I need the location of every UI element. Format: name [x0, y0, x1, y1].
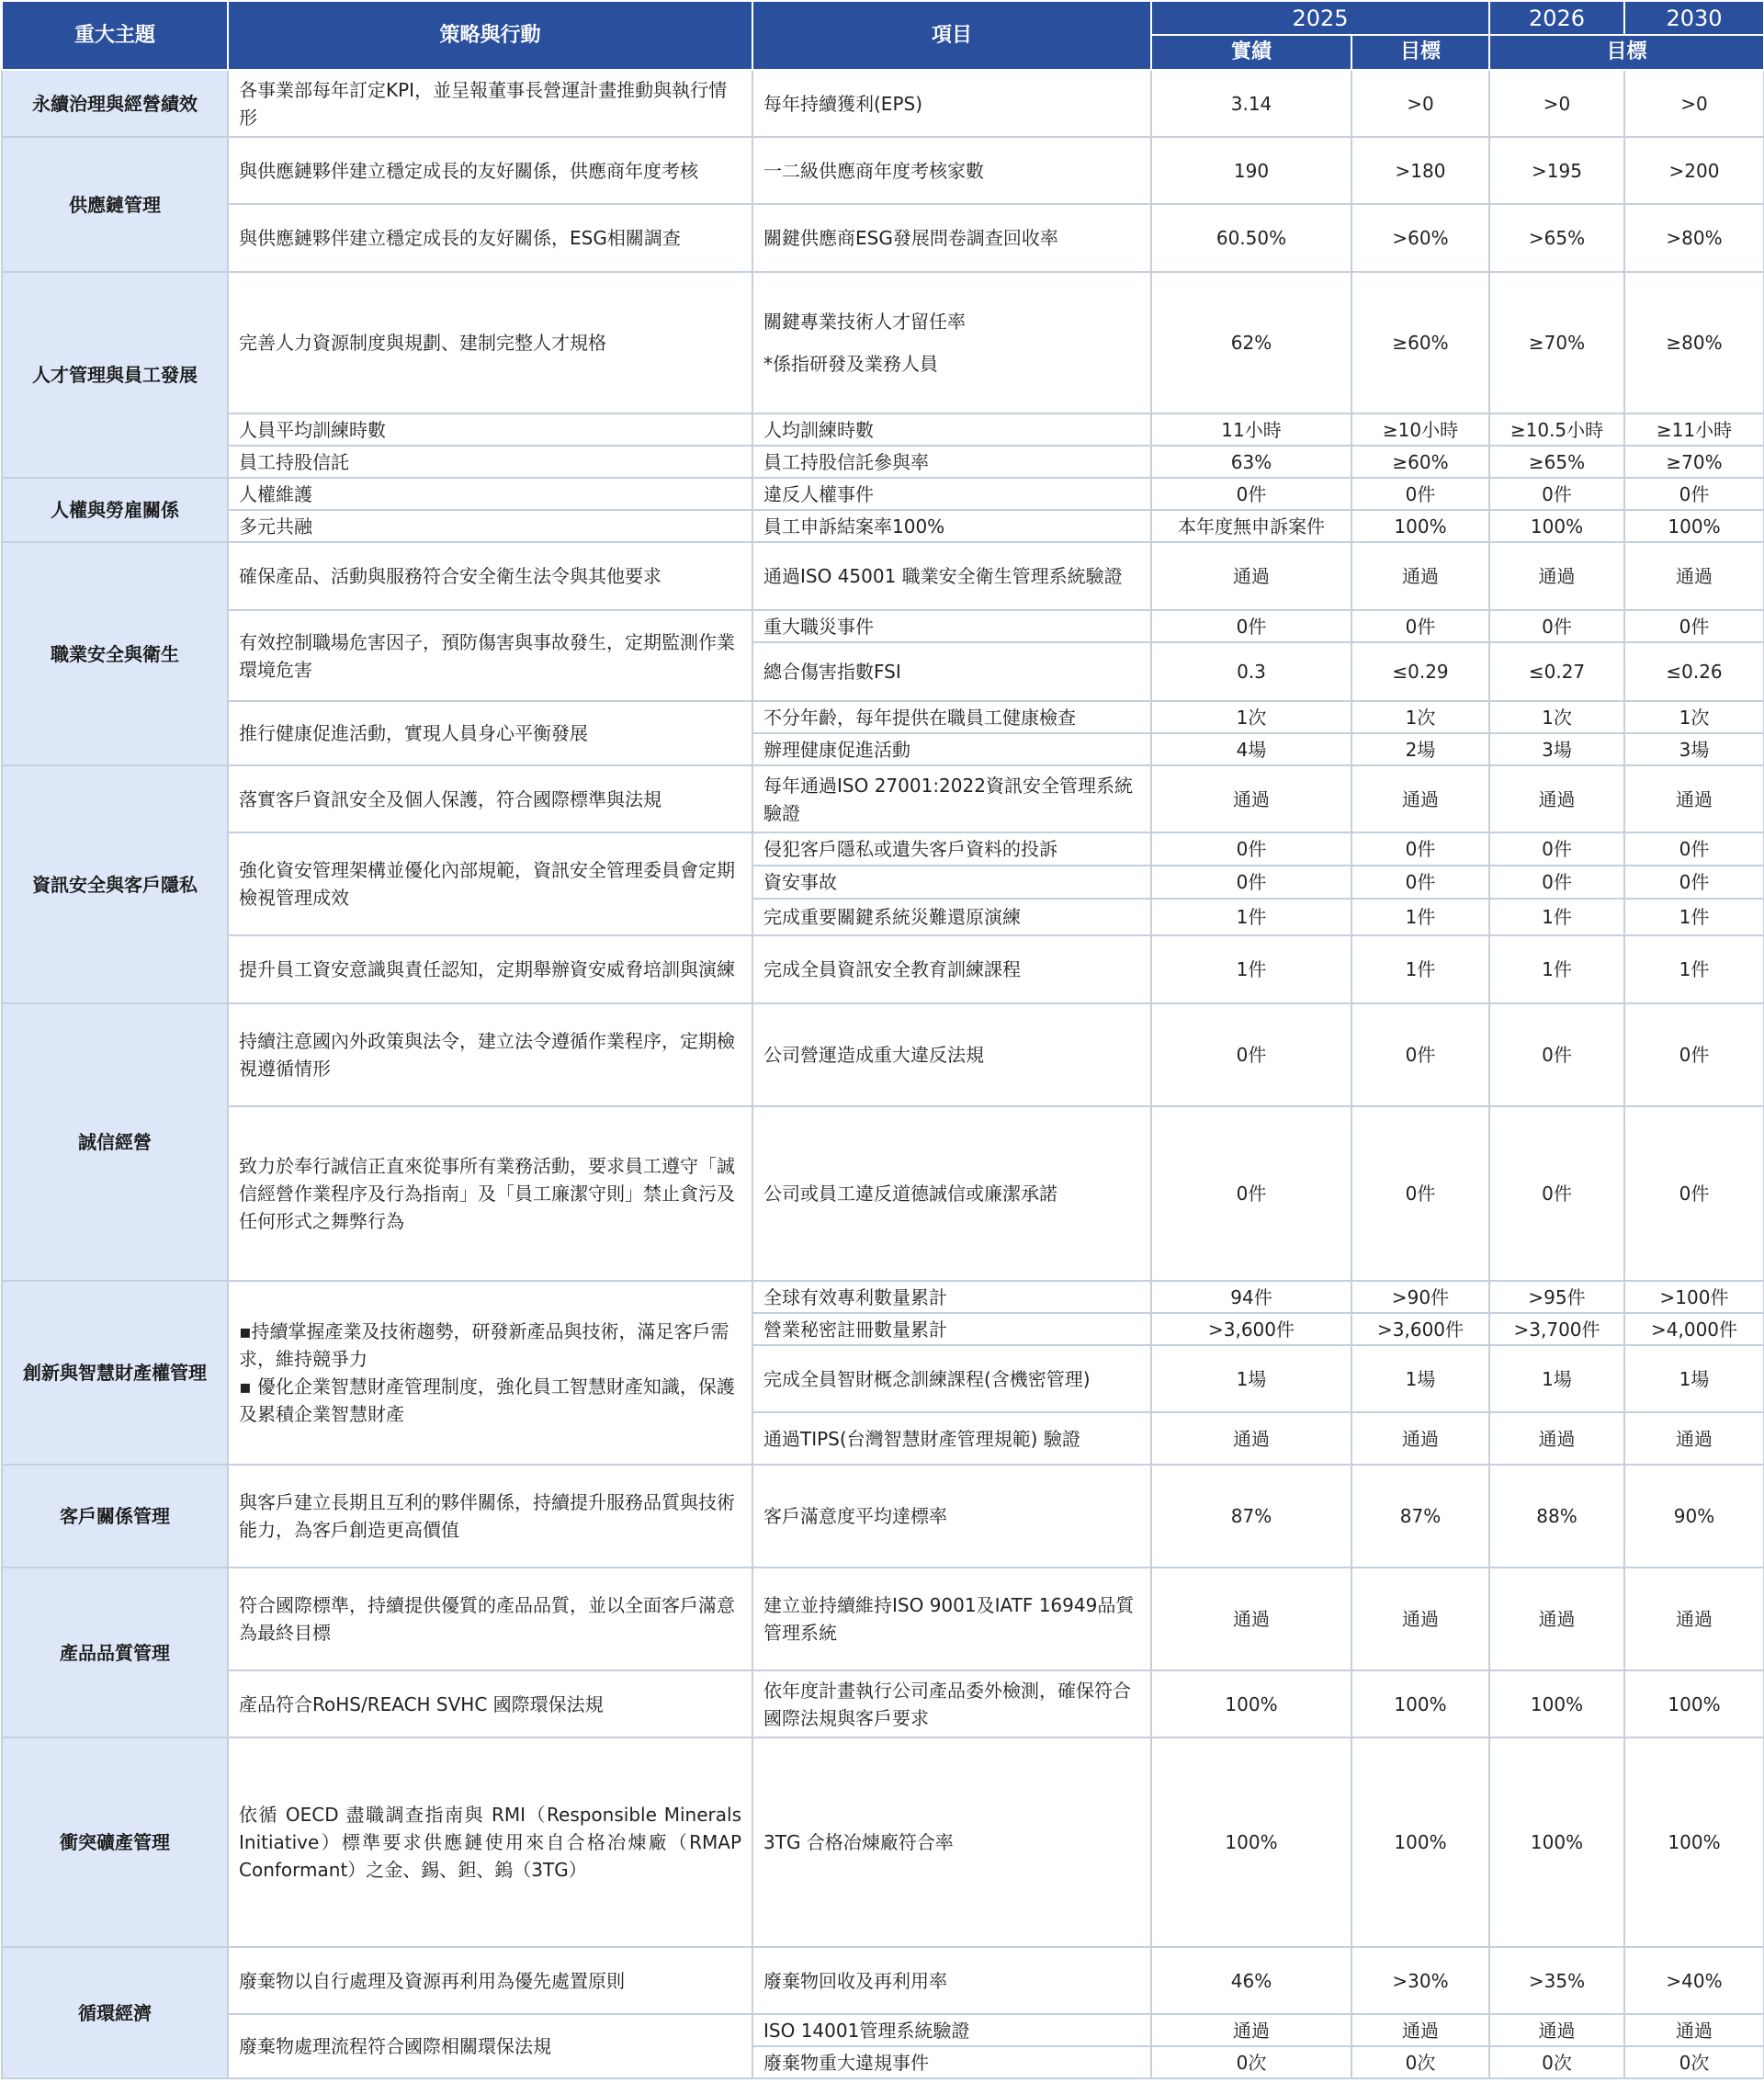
value-2025-actual: 1件: [1151, 899, 1351, 935]
value-2025-actual: 通過: [1151, 1568, 1351, 1670]
value-2030-target: >100件: [1624, 1281, 1764, 1313]
topic-cell: 永續治理與經營績效: [2, 70, 228, 137]
value-2025-actual: 本年度無申訴案件: [1151, 510, 1351, 542]
strategy-cell: 完善人力資源制度與規劃、建制完整人才規格: [228, 272, 752, 413]
value-2025-target: 0次: [1351, 2046, 1489, 2078]
value-2026-target: 通過: [1489, 1568, 1624, 1670]
strategy-cell: 有效控制職場危害因子，預防傷害與事故發生，定期監測作業環境危害: [228, 610, 752, 701]
value-2025-target: 0件: [1351, 866, 1489, 899]
header-topic: 重大主題: [2, 1, 228, 70]
header-target-span: 目標: [1489, 35, 1764, 70]
item-text: 關鍵專業技術人才留任率: [763, 311, 966, 333]
value-2030-target: 通過: [1624, 542, 1764, 610]
item-cell: 員工申訴結案率100%: [752, 510, 1151, 542]
value-2030-target: 0件: [1624, 478, 1764, 510]
table-row: [2, 204, 1764, 272]
item-cell: 營業秘密註冊數量累計: [752, 1313, 1151, 1345]
value-2025-actual: 3.14: [1151, 70, 1351, 137]
table-row: [2, 701, 1764, 733]
item-cell: 依年度計畫執行公司產品委外檢測，確保符合國際法規與客戶要求: [752, 1670, 1151, 1737]
value-2025-target: 通過: [1351, 1568, 1489, 1670]
topic-cell: 職業安全與衛生: [2, 542, 228, 765]
strategy-cell: 與客戶建立長期且互利的夥伴關係，持續提升服務品質與技術能力，為客戶創造更高價值: [228, 1465, 752, 1568]
value-2025-actual: 0件: [1151, 478, 1351, 510]
value-2030-target: 1件: [1624, 935, 1764, 1003]
value-2025-target: 通過: [1351, 542, 1489, 610]
strategy-cell: [228, 1281, 752, 1465]
table-row: [2, 1281, 1764, 1313]
value-2025-target: 通過: [1351, 765, 1489, 832]
value-2030-target: 通過: [1624, 1412, 1764, 1465]
value-2030-target: ≥11小時: [1624, 413, 1764, 446]
value-2030-target: 0件: [1624, 610, 1764, 642]
materiality-table: [1, 0, 1764, 2079]
strategy-cell: 持續注意國內外政策與法令，建立法令遵循作業程序，定期檢視遵循情形: [228, 1003, 752, 1106]
value-2025-target: >3,600件: [1351, 1313, 1489, 1345]
value-2030-target: 通過: [1624, 2014, 1764, 2046]
value-2026-target: >3,700件: [1489, 1313, 1624, 1345]
item-cell: 客戶滿意度平均達標率: [752, 1465, 1151, 1568]
item-cell: 完成全員資訊安全教育訓練課程: [752, 935, 1151, 1003]
item-cell: 員工持股信託參與率: [752, 446, 1151, 478]
topic-cell: 人才管理與員工發展: [2, 272, 228, 478]
value-2025-target: ≥60%: [1351, 446, 1489, 478]
table-row: [2, 2014, 1764, 2046]
value-2026-target: ≥65%: [1489, 446, 1624, 478]
value-2025-target: >90件: [1351, 1281, 1489, 1313]
value-2026-target: ≤0.27: [1489, 642, 1624, 701]
header-year-2030: 2030: [1624, 1, 1764, 35]
value-2025-actual: 94件: [1151, 1281, 1351, 1313]
value-2026-target: 88%: [1489, 1465, 1624, 1568]
value-2026-target: 0件: [1489, 478, 1624, 510]
value-2030-target: 1場: [1624, 1345, 1764, 1412]
value-2025-actual: >3,600件: [1151, 1313, 1351, 1345]
value-2025-target: 0件: [1351, 832, 1489, 866]
value-2026-target: 通過: [1489, 2014, 1624, 2046]
value-2025-actual: 通過: [1151, 765, 1351, 832]
value-2026-target: 100%: [1489, 510, 1624, 542]
value-2025-target: 87%: [1351, 1465, 1489, 1568]
strategy-bullet: ▪ 優化企業智慧財產管理制度，強化員工智慧財產知識，保護及累積企業智慧財產: [239, 1375, 735, 1425]
value-2025-target: 100%: [1351, 1670, 1489, 1737]
table-row: [2, 272, 1764, 413]
strategy-cell: 產品符合RoHS/REACH SVHC 國際環保法規: [228, 1670, 752, 1737]
item-cell: 侵犯客戶隱私或遺失客戶資料的投訴: [752, 832, 1151, 866]
value-2030-target: 0件: [1624, 1003, 1764, 1106]
value-2030-target: ≥80%: [1624, 272, 1764, 413]
value-2030-target: 通過: [1624, 765, 1764, 832]
value-2025-target: ≤0.29: [1351, 642, 1489, 701]
value-2025-actual: 0件: [1151, 1003, 1351, 1106]
item-cell: 建立並持續維持ISO 9001及IATF 16949品質管理系統: [752, 1568, 1151, 1670]
value-2025-actual: 100%: [1151, 1670, 1351, 1737]
value-2025-target: ≥10小時: [1351, 413, 1489, 446]
topic-cell: 客戶關係管理: [2, 1465, 228, 1568]
value-2026-target: 通過: [1489, 1412, 1624, 1465]
header-target: 目標: [1351, 35, 1489, 70]
strategy-cell: 推行健康促進活動，實現人員身心平衡發展: [228, 701, 752, 765]
table-row: [2, 1003, 1764, 1106]
value-2030-target: >40%: [1624, 1947, 1764, 2014]
strategy-cell: 提升員工資安意識與責任認知，定期舉辦資安威脅培訓與演練: [228, 935, 752, 1003]
item-cell: 關鍵供應商ESG發展問卷調查回收率: [752, 204, 1151, 272]
table-row: [2, 137, 1764, 204]
topic-cell: 資訊安全與客戶隱私: [2, 765, 228, 1003]
value-2030-target: 3場: [1624, 733, 1764, 765]
value-2025-actual: 0件: [1151, 610, 1351, 642]
value-2025-target: 0件: [1351, 478, 1489, 510]
value-2026-target: >95件: [1489, 1281, 1624, 1313]
item-cell: 公司或員工違反道德誠信或廉潔承諾: [752, 1106, 1151, 1281]
item-cell: 重大職災事件: [752, 610, 1151, 642]
table-row: [2, 832, 1764, 866]
value-2026-target: 0件: [1489, 1106, 1624, 1281]
item-cell: 公司營運造成重大違反法規: [752, 1003, 1151, 1106]
item-note: *係指研發及業務人員: [763, 353, 938, 375]
value-2025-actual: 190: [1151, 137, 1351, 204]
value-2025-actual: 60.50%: [1151, 204, 1351, 272]
value-2025-target: 100%: [1351, 1737, 1489, 1947]
value-2025-actual: 通過: [1151, 1412, 1351, 1465]
item-cell: [752, 272, 1151, 413]
item-cell: 不分年齡，每年提供在職員工健康檢查: [752, 701, 1151, 733]
header-year-2025: 2025: [1151, 1, 1489, 35]
table-row: [2, 413, 1764, 446]
value-2025-actual: 0次: [1151, 2046, 1351, 2078]
header-year-2026: 2026: [1489, 1, 1624, 35]
value-2030-target: 0件: [1624, 832, 1764, 866]
item-cell: 每年持續獲利(EPS): [752, 70, 1151, 137]
value-2026-target: 0件: [1489, 866, 1624, 899]
table-row: [2, 610, 1764, 642]
value-2025-actual: 通過: [1151, 2014, 1351, 2046]
value-2026-target: 100%: [1489, 1670, 1624, 1737]
item-cell: 3TG 合格冶煉廠符合率: [752, 1737, 1151, 1947]
value-2026-target: 3場: [1489, 733, 1624, 765]
value-2025-actual: 0件: [1151, 1106, 1351, 1281]
item-cell: 通過ISO 45001 職業安全衛生管理系統驗證: [752, 542, 1151, 610]
item-cell: 違反人權事件: [752, 478, 1151, 510]
table-row: [2, 1465, 1764, 1568]
value-2025-target: >180: [1351, 137, 1489, 204]
table-row: [2, 1947, 1764, 2014]
value-2025-target: 0件: [1351, 1003, 1489, 1106]
header-item: 項目: [752, 1, 1151, 70]
strategy-cell: 各事業部每年訂定KPI，並呈報董事長營運計畫推動與執行情形: [228, 70, 752, 137]
value-2026-target: 0件: [1489, 610, 1624, 642]
table-row: [2, 446, 1764, 478]
table-row: [2, 510, 1764, 542]
value-2025-actual: 4場: [1151, 733, 1351, 765]
value-2026-target: ≥10.5小時: [1489, 413, 1624, 446]
value-2026-target: ≥70%: [1489, 272, 1624, 413]
item-cell: 總合傷害指數FSI: [752, 642, 1151, 701]
topic-cell: 產品品質管理: [2, 1568, 228, 1737]
value-2025-target: 1次: [1351, 701, 1489, 733]
strategy-cell: 致力於奉行誠信正直來從事所有業務活動，要求員工遵守「誠信經營作業程序及行為指南」及「員工廉潔守則」禁止貪污及任何形式之舞弊行為: [228, 1106, 752, 1281]
item-cell: 全球有效專利數量累計: [752, 1281, 1151, 1313]
strategy-cell: 與供應鏈夥伴建立穩定成長的友好關係，供應商年度考核: [228, 137, 752, 204]
topic-cell: 循環經濟: [2, 1947, 228, 2078]
table-row: [2, 935, 1764, 1003]
value-2030-target: 100%: [1624, 1670, 1764, 1737]
value-2030-target: 1次: [1624, 701, 1764, 733]
strategy-cell: 確保產品、活動與服務符合安全衛生法令與其他要求: [228, 542, 752, 610]
value-2026-target: 通過: [1489, 542, 1624, 610]
value-2030-target: 100%: [1624, 510, 1764, 542]
topic-cell: 誠信經營: [2, 1003, 228, 1281]
value-2025-target: 0件: [1351, 610, 1489, 642]
value-2025-target: 0件: [1351, 1106, 1489, 1281]
table-row: [2, 542, 1764, 610]
table-header: [2, 1, 1764, 70]
topic-cell: 供應鏈管理: [2, 137, 228, 272]
value-2025-target: 1場: [1351, 1345, 1489, 1412]
strategy-cell: 依循 OECD 盡職調查指南與 RMI（Responsible Minerals Initiative）標準要求供應鏈使用來自合格冶煉廠（RMAP Conformant）之金、錫、鉭、鎢（3TG）: [228, 1737, 752, 1947]
value-2030-target: >0: [1624, 70, 1764, 137]
value-2030-target: >4,000件: [1624, 1313, 1764, 1345]
value-2030-target: >200: [1624, 137, 1764, 204]
header-strategy: 策略與行動: [228, 1, 752, 70]
value-2026-target: 0次: [1489, 2046, 1624, 2078]
item-cell: 人均訓練時數: [752, 413, 1151, 446]
item-cell: 廢棄物回收及再利用率: [752, 1947, 1151, 2014]
strategy-bullet: ▪持續掌握產業及技術趨勢，研發新產品與技術，滿足客戶需求，維持競爭力: [239, 1320, 729, 1370]
table-row: [2, 1568, 1764, 1670]
value-2025-target: 2場: [1351, 733, 1489, 765]
item-cell: ISO 14001管理系統驗證: [752, 2014, 1151, 2046]
value-2025-actual: 0件: [1151, 866, 1351, 899]
strategy-cell: 廢棄物以自行處理及資源再利用為優先處置原則: [228, 1947, 752, 2014]
value-2026-target: >35%: [1489, 1947, 1624, 2014]
value-2026-target: >195: [1489, 137, 1624, 204]
table-row: [2, 765, 1764, 832]
strategy-cell: 落實客戶資訊安全及個人保護，符合國際標準與法規: [228, 765, 752, 832]
strategy-cell: 人員平均訓練時數: [228, 413, 752, 446]
table-row: [2, 1737, 1764, 1947]
value-2026-target: 100%: [1489, 1737, 1624, 1947]
value-2026-target: 0件: [1489, 1003, 1624, 1106]
value-2025-target: 100%: [1351, 510, 1489, 542]
value-2030-target: >80%: [1624, 204, 1764, 272]
value-2025-actual: 1場: [1151, 1345, 1351, 1412]
item-cell: 完成全員智財概念訓練課程(含機密管理): [752, 1345, 1151, 1412]
table-row: [2, 1670, 1764, 1737]
strategy-cell: 人權維護: [228, 478, 752, 510]
value-2026-target: 1場: [1489, 1345, 1624, 1412]
value-2030-target: ≤0.26: [1624, 642, 1764, 701]
strategy-cell: 多元共融: [228, 510, 752, 542]
value-2026-target: 1件: [1489, 935, 1624, 1003]
strategy-cell: 強化資安管理架構並優化內部規範，資訊安全管理委員會定期檢視管理成效: [228, 832, 752, 935]
value-2025-actual: 62%: [1151, 272, 1351, 413]
value-2025-target: 1件: [1351, 899, 1489, 935]
item-cell: 每年通過ISO 27001:2022資訊安全管理系統驗證: [752, 765, 1151, 832]
value-2025-target: 通過: [1351, 2014, 1489, 2046]
strategy-cell: 員工持股信託: [228, 446, 752, 478]
value-2025-actual: 11小時: [1151, 413, 1351, 446]
value-2025-target: >30%: [1351, 1947, 1489, 2014]
value-2025-actual: 1件: [1151, 935, 1351, 1003]
value-2025-actual: 1次: [1151, 701, 1351, 733]
value-2025-actual: 63%: [1151, 446, 1351, 478]
value-2025-actual: 46%: [1151, 1947, 1351, 2014]
value-2025-actual: 87%: [1151, 1465, 1351, 1568]
item-cell: 資安事故: [752, 866, 1151, 899]
value-2030-target: 0件: [1624, 1106, 1764, 1281]
topic-cell: 創新與智慧財產權管理: [2, 1281, 228, 1465]
header-actual: 實績: [1151, 35, 1351, 70]
value-2026-target: >65%: [1489, 204, 1624, 272]
value-2026-target: >0: [1489, 70, 1624, 137]
item-cell: 通過TIPS(台灣智慧財產管理規範) 驗證: [752, 1412, 1151, 1465]
value-2025-actual: 通過: [1151, 542, 1351, 610]
item-cell: 一二級供應商年度考核家數: [752, 137, 1151, 204]
value-2026-target: 1次: [1489, 701, 1624, 733]
value-2026-target: 1件: [1489, 899, 1624, 935]
value-2030-target: 0件: [1624, 866, 1764, 899]
table-row: [2, 1106, 1764, 1281]
item-cell: 廢棄物重大違規事件: [752, 2046, 1151, 2078]
item-cell: 辦理健康促進活動: [752, 733, 1151, 765]
strategy-cell: 與供應鏈夥伴建立穩定成長的友好關係，ESG相關調查: [228, 204, 752, 272]
value-2025-actual: 0件: [1151, 832, 1351, 866]
value-2025-target: >0: [1351, 70, 1489, 137]
strategy-cell: 廢棄物處理流程符合國際相關環保法規: [228, 2014, 752, 2078]
topic-cell: 衝突礦產管理: [2, 1737, 228, 1947]
value-2030-target: 0次: [1624, 2046, 1764, 2078]
item-cell: 完成重要關鍵系統災難還原演練: [752, 899, 1151, 935]
value-2030-target: 100%: [1624, 1737, 1764, 1947]
table-row: [2, 70, 1764, 137]
value-2025-target: 通過: [1351, 1412, 1489, 1465]
topic-cell: 人權與勞雇關係: [2, 478, 228, 542]
value-2030-target: ≥70%: [1624, 446, 1764, 478]
value-2025-target: ≥60%: [1351, 272, 1489, 413]
value-2025-actual: 0.3: [1151, 642, 1351, 701]
value-2026-target: 0件: [1489, 832, 1624, 866]
value-2025-actual: 100%: [1151, 1737, 1351, 1947]
table-row: [2, 478, 1764, 510]
value-2025-target: 1件: [1351, 935, 1489, 1003]
value-2026-target: 通過: [1489, 765, 1624, 832]
value-2030-target: 通過: [1624, 1568, 1764, 1670]
strategy-cell: 符合國際標準，持續提供優質的產品品質，並以全面客戶滿意為最終目標: [228, 1568, 752, 1670]
value-2025-target: >60%: [1351, 204, 1489, 272]
value-2030-target: 90%: [1624, 1465, 1764, 1568]
value-2030-target: 1件: [1624, 899, 1764, 935]
